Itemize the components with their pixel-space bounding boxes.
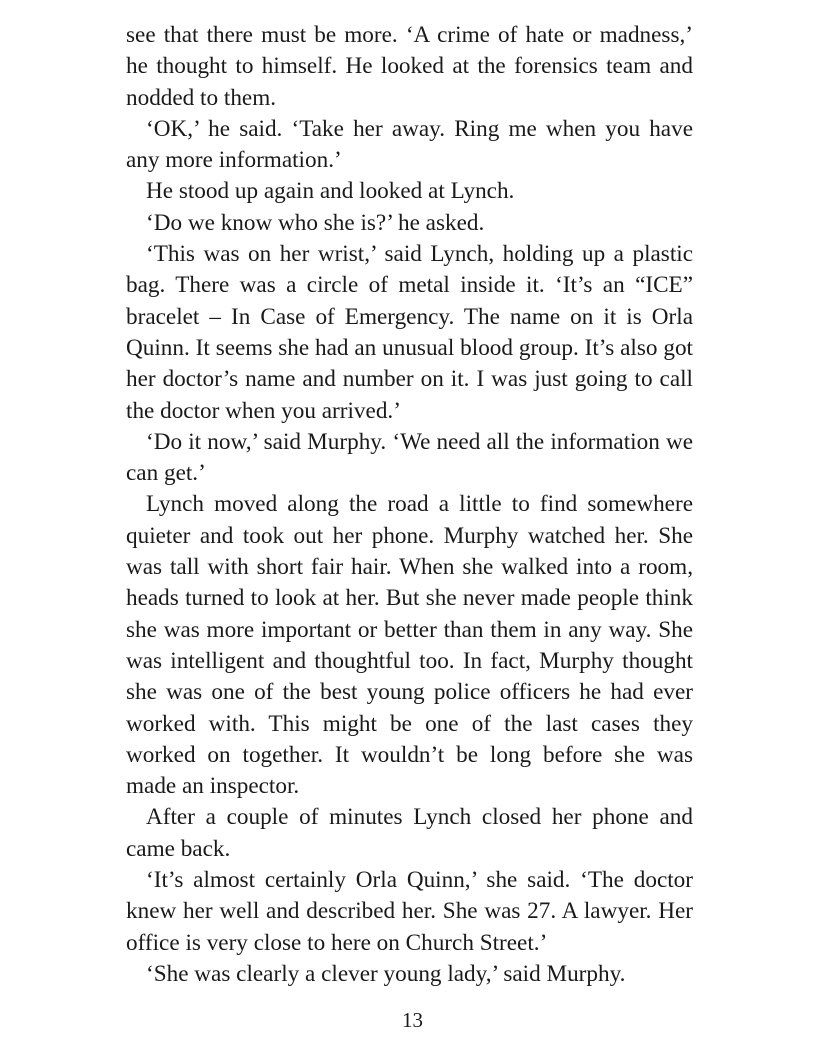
paragraph-5: ‘This was on her wrist,’ said Lynch, holding up a plastic bag. There was a circle of metal inside it. ‘It’s an “ICE” bracelet – In Case of Emergency. The name on it is Orla Quinn. It seems she had an unusual blood group. It’s also got her doctor’s name and number on it. I was just going to call the doctor when you arrived.’	[126, 241, 693, 424]
paragraph-9: ‘It’s almost certainly Orla Quinn,’ she said. ‘The doctor knew her well and described her. She was 27. A lawyer. Her office is very close to here on Church Street.’	[126, 867, 693, 956]
paragraph-6: ‘Do it now,’ said Murphy. ‘We need all the information we can get.’	[126, 428, 693, 487]
paragraph-8: After a couple of minutes Lynch closed her phone and came back.	[126, 804, 693, 862]
paragraph-2: ‘OK,’ he said. ‘Take her away. Ring me when you have any more information.’	[126, 115, 693, 174]
book-page-text	[126, 20, 693, 990]
paragraph-1: see that there must be more. ‘A crime of hate or madness,’ he thought to himself. He looked at the forensics team and nodded to them.	[126, 22, 693, 111]
paragraph-10: ‘She was clearly a clever young lady,’ said Murphy.	[146, 960, 626, 987]
paragraph-3: He stood up again and looked at Lynch.	[146, 178, 515, 205]
paragraph-4: ‘Do we know who she is?’ he asked.	[146, 209, 485, 236]
paragraph-7: Lynch moved along the road a little to find somewhere quieter and took out her phone. Murphy watched her. She was tall with short fair hair. When she walked into a room, heads turned to look at her. But she never made people think she was more important or better than them in any way. She was intelligent and thoughtful too. In fact, Murphy thought she was one of the best young police officers he had ever worked with. This might be one of the last cases they worked on together. It wouldn’t be long before she was made an inspector.	[126, 491, 693, 800]
page-number: 13	[402, 1008, 423, 1032]
